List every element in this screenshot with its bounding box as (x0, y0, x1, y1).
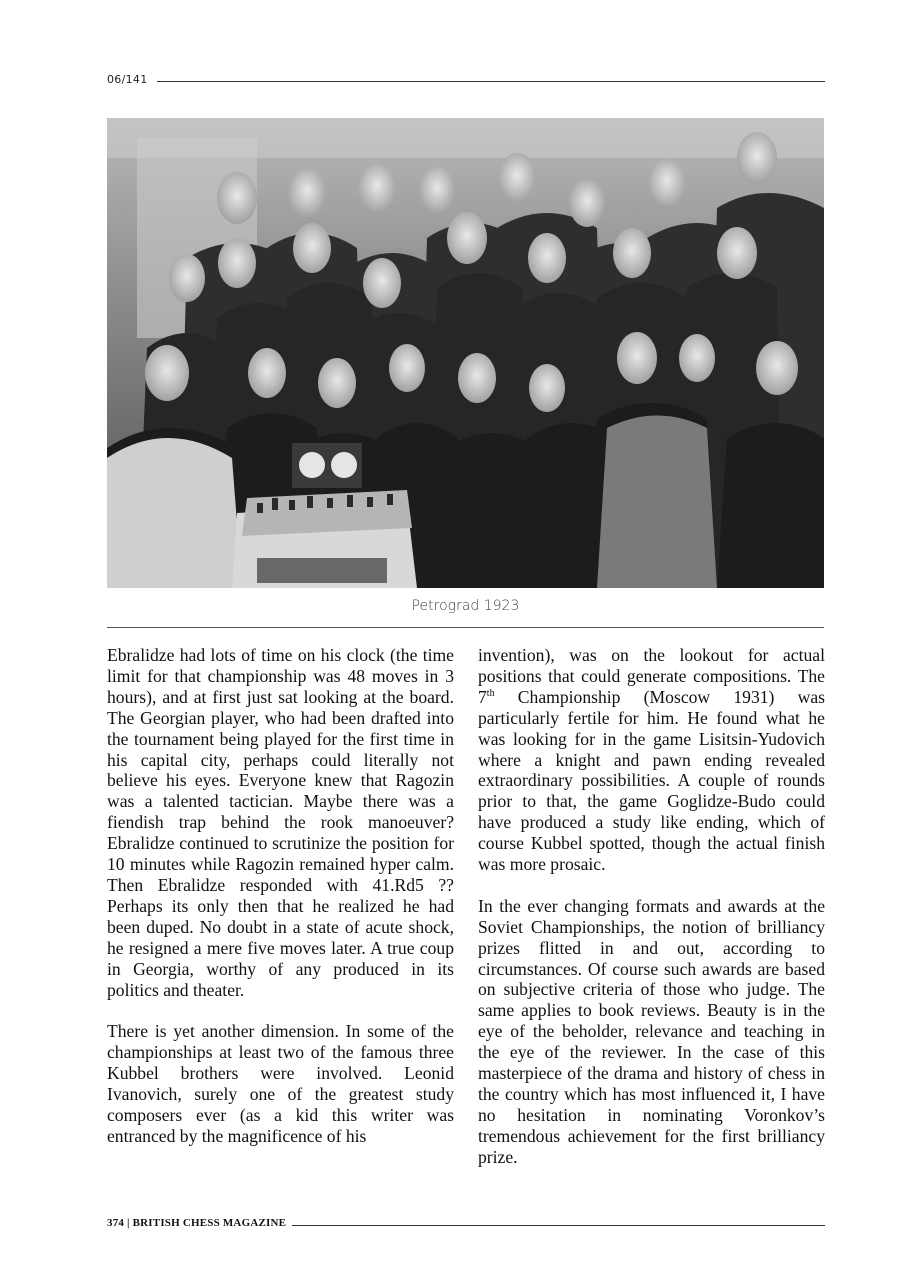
article-column-left (107, 645, 454, 1147)
paragraph: There is yet another dimension. In some of the championships at least two of the famous three Kubbel brothers were involved. Leonid Ivanovich, surely one of the greatest study composers ever (as a kid this writer was entranced by the magnificence of his (107, 1021, 454, 1146)
paragraph: In the ever changing formats and awards at the Soviet Championships, the notion of brilliancy prizes flitted in and out, according to circumstances. Of course such awards are based on subjective criteria of those who judge. The same applies to book reviews. Beauty is in the eye of the beholder, relevance and teaching in the eye of the reviewer. In the case of this masterpiece of the drama and history of chess in the country which has most influenced it, I have no hesitation in nominating Voronkov’s tremendous achievement for the first brilliancy prize. (478, 895, 825, 1167)
photo-illustration (107, 118, 824, 588)
text-run: invention), was on the lookout for actual positions that could generate compositions. The 7 (478, 645, 825, 707)
paragraph: Ebralidze had lots of time on his clock (the time limit for that championship was 48 moves in 3 hours), and at first just sat looking at the board. The Georgian player, who had been drafted into the tournament being played for the first time in his capital city, perhaps could literally not believe his eyes. Everyone knew that Ragozin was a talented tactician. Maybe there was a fiendish trap behind the rook manoeuver? Ebralidze continued to scrutinize the position for 10 minutes while Ragozin remained hyper calm. Then Ebralidze responded with 41.Rd5 ?? Perhaps its only then that he realized he had been duped. No doubt in a state of acute shock, he resigned a mere five moves later. A true coup in Georgia, worthy of any produced in its politics and theater. (107, 645, 454, 1000)
superscript: th (486, 687, 495, 699)
footer-page-label: 374 | BRITISH CHESS MAGAZINE (107, 1217, 287, 1229)
paragraph (478, 645, 825, 875)
photo-caption: Petrograd 1923 (411, 598, 520, 614)
caption-rule (107, 627, 824, 628)
header-rule (157, 81, 825, 82)
footer-rule (292, 1225, 825, 1226)
page-number: 06/141 (107, 73, 148, 86)
group-photo (107, 118, 824, 588)
text-run: Championship (Moscow 1931) was particularly fertile for him. He found what he was looking for in the game Lisitsin-Yudovich where a knight and pawn ending revealed extraordinary possibilities. A couple of rounds prior to that, the game Goglidze-Budo could have produced a study like ending, which of course Kubbel spotted, though the actual finish was more prosaic. (478, 686, 825, 875)
article-column-right (478, 645, 825, 1168)
